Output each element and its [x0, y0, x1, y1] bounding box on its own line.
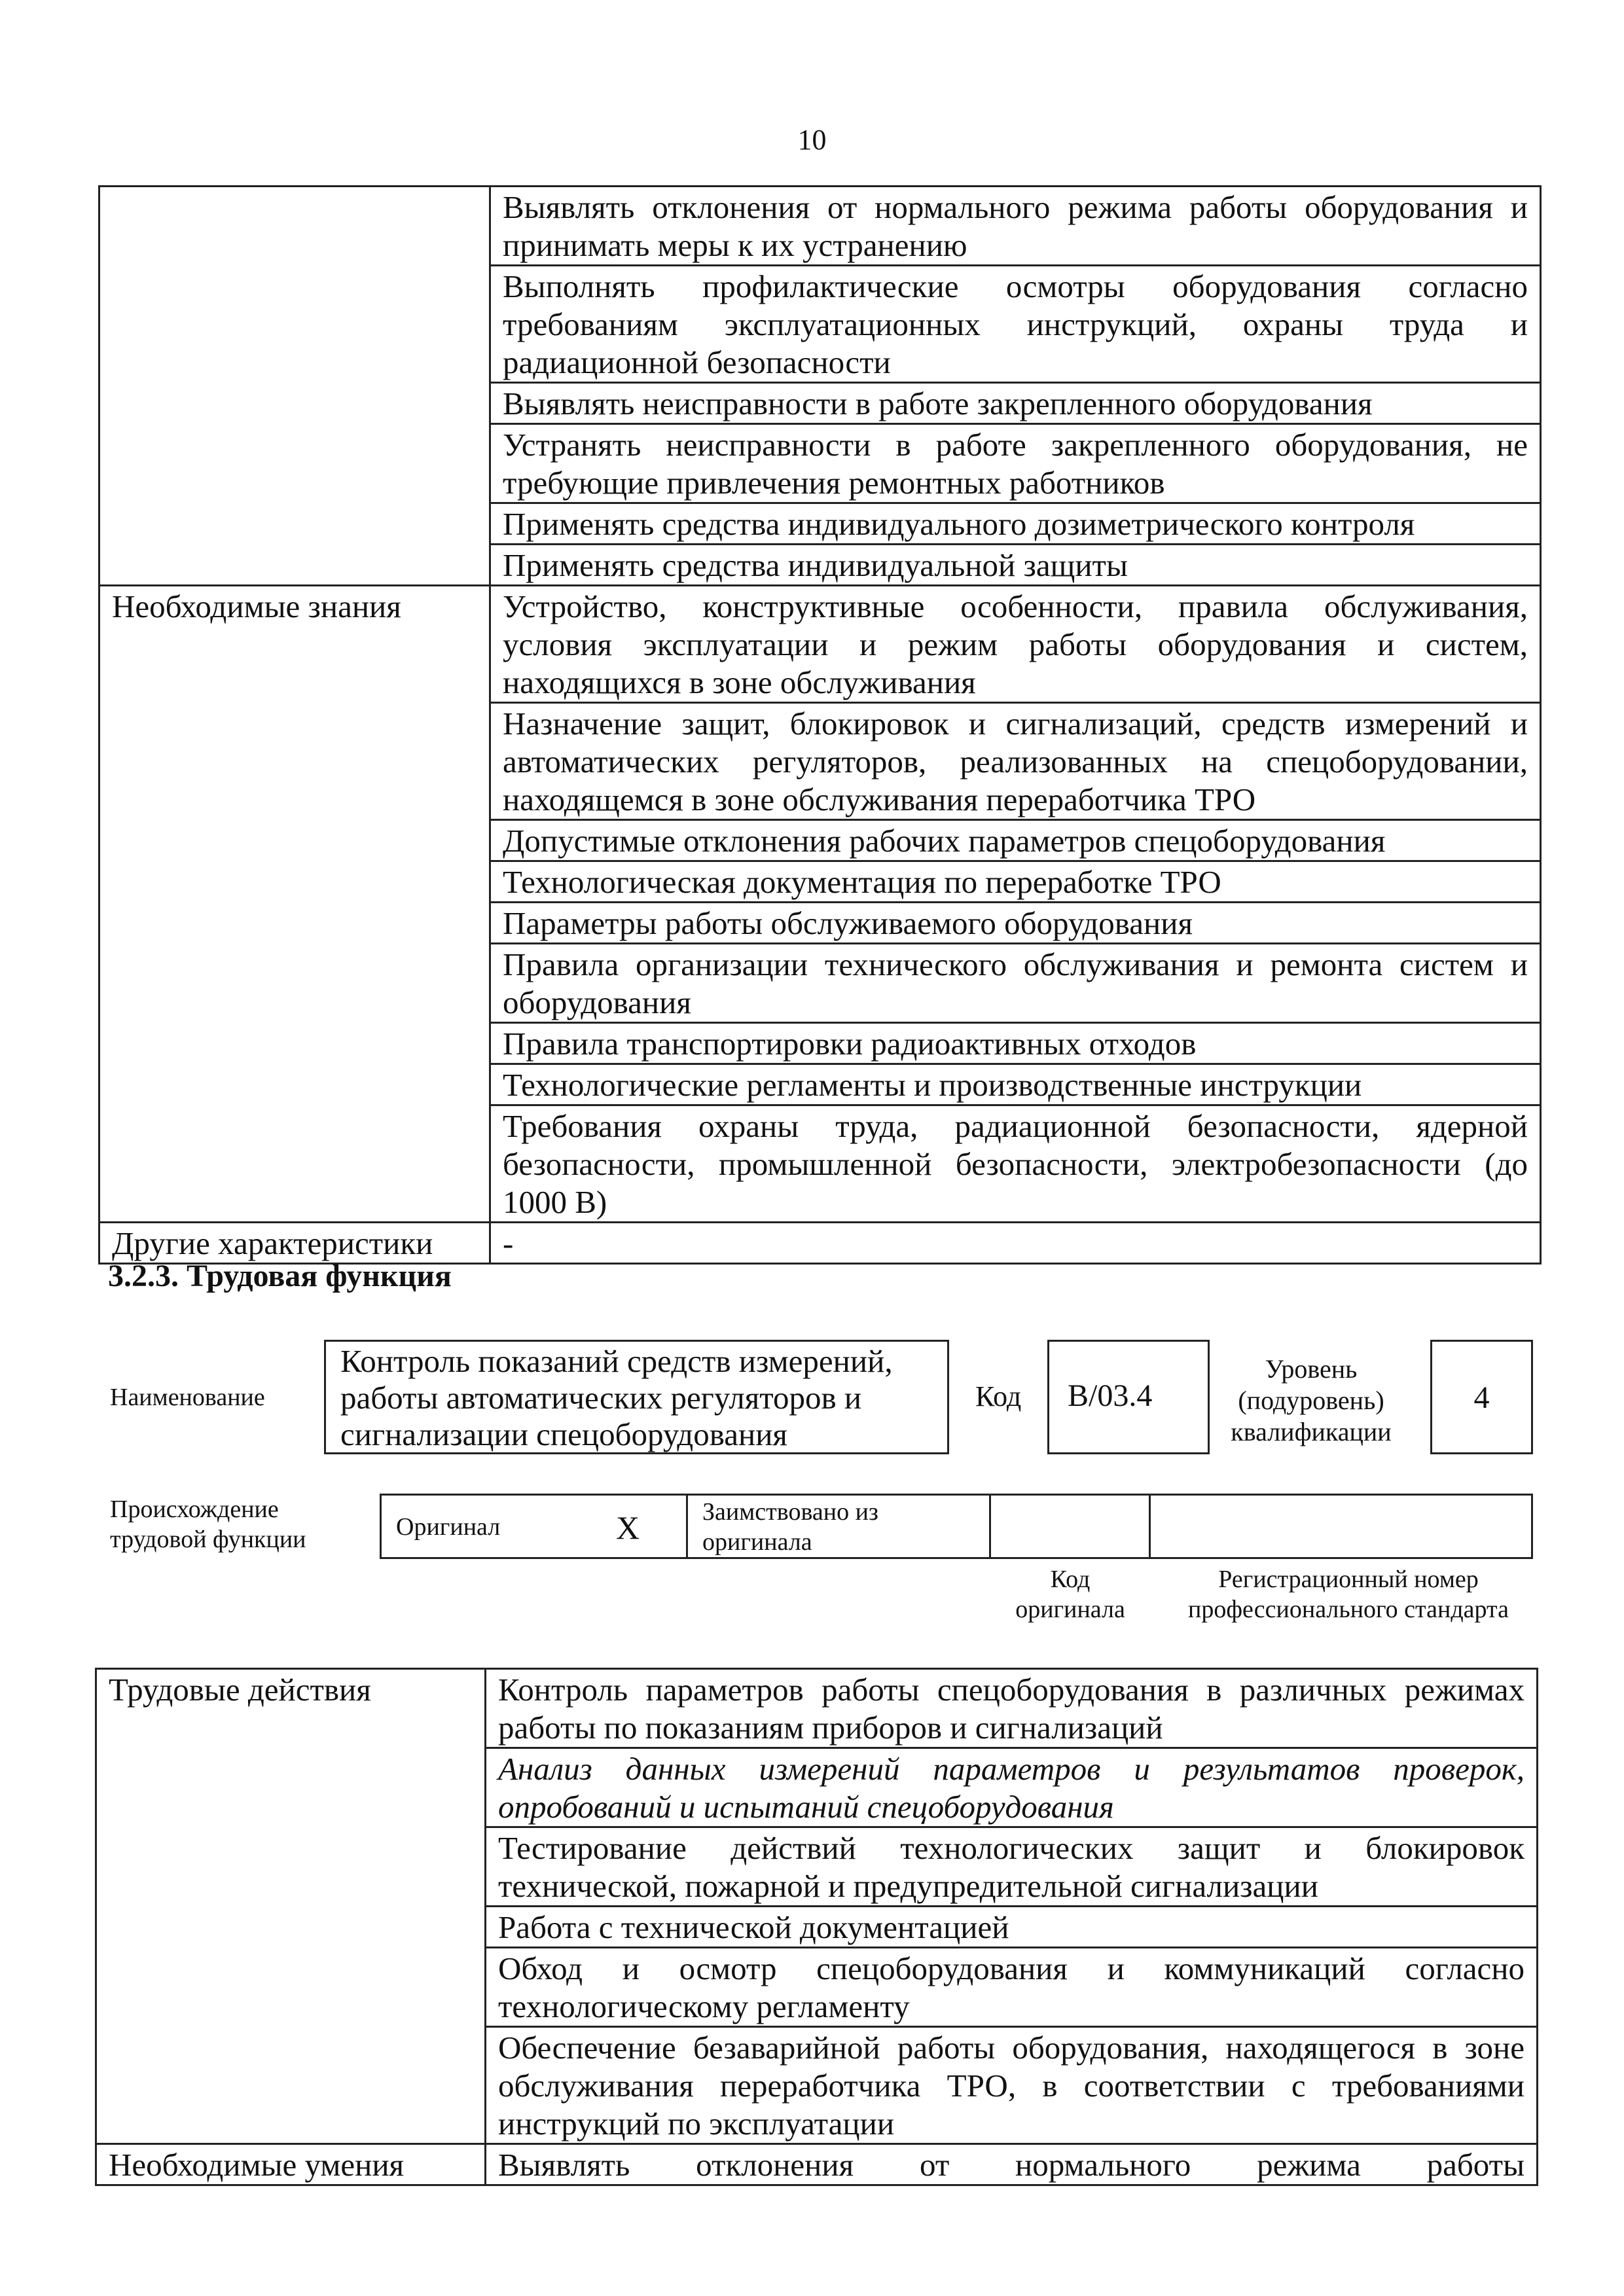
origin-table: [380, 1494, 1533, 1559]
row-label-labor-actions: Трудовые действия: [96, 1669, 486, 2144]
code-original-caption: Код оригинала: [1015, 1566, 1125, 1623]
level-box: [1430, 1340, 1533, 1454]
labor-actions-table: [95, 1668, 1538, 2186]
table-row: [99, 187, 1541, 266]
table-row: [96, 1669, 1538, 1748]
table-cell: Технологическая документация по переработке ТРО: [490, 861, 1541, 903]
code-box: [1047, 1340, 1210, 1454]
code-label: Код: [975, 1380, 1022, 1412]
registration-number-caption: Регистрационный номер профессионального стандарта: [1188, 1566, 1509, 1623]
level-label: Уровень (подуровень) квалификации: [1231, 1354, 1392, 1446]
section-heading: 3.2.3. Трудовая функция: [108, 1259, 452, 1293]
page-number: 10: [797, 124, 827, 156]
row-label-knowledge: Необходимые знания: [99, 586, 490, 1223]
table-cell: Выявлять отклонения от нормального режима работы: [486, 2144, 1538, 2185]
function-name-value: Контроль показаний средств измерений, работы автоматических регуляторов и сигнализации спецоборудования: [340, 1343, 893, 1452]
table-cell: Анализ данных измерений параметров и результатов проверок, опробований и испытаний спецоборудования: [486, 1748, 1538, 1827]
table-cell: Устройство, конструктивные особенности, правила обслуживания, условия эксплуатации и режим работы оборудования и систем, находящихся в зоне обслуживания: [490, 586, 1541, 703]
table-cell: Контроль параметров работы спецоборудования в различных режимах работы по показаниям приборов и сигнализаций: [486, 1669, 1538, 1748]
origin-original-label: Оригинал: [396, 1513, 501, 1541]
function-name-box: [324, 1340, 949, 1454]
table-row: [96, 2144, 1538, 2185]
table-cell: Технологические регламенты и производственные инструкции: [490, 1064, 1541, 1105]
table-cell: Выявлять отклонения от нормального режима работы оборудования и принимать меры к их устранению: [490, 187, 1541, 266]
origin-mark: X: [616, 1509, 640, 1546]
divider: [686, 1496, 688, 1557]
table-cell: Выполнять профилактические осмотры оборудования согласно требованиям эксплуатационных инструкций, охраны труда и радиационной безопасности: [490, 266, 1541, 383]
divider: [989, 1496, 991, 1557]
table-cell: Применять средства индивидуального дозиметрического контроля: [490, 503, 1541, 545]
table-cell: Обход и осмотр спецоборудования и коммуникаций согласно технологическому регламенту: [486, 1948, 1538, 2027]
table-row: [99, 586, 1541, 703]
row-label-skills-continued: [99, 187, 490, 586]
origin-label: Происхождение трудовой функции: [110, 1496, 306, 1553]
table-cell: Работа с технической документацией: [486, 1907, 1538, 1948]
table-cell: Правила организации технического обслуживания и ремонта систем и оборудования: [490, 944, 1541, 1023]
table-cell: Допустимые отклонения рабочих параметров спецоборудования: [490, 820, 1541, 861]
table-cell: Устранять неисправности в работе закрепленного оборудования, не требующие привлечения ремонтных работников: [490, 424, 1541, 503]
name-label: Наименование: [110, 1384, 265, 1411]
table-cell: Обеспечение безаварийной работы оборудования, находящегося в зоне обслуживания переработчика ТРО, в соответствии с требованиями инструкций по эксплуатации: [486, 2027, 1538, 2144]
table-cell: Параметры работы обслуживаемого оборудования: [490, 903, 1541, 944]
table-cell: -: [490, 1223, 1541, 1264]
table-cell: Тестирование действий технологических защит и блокировок технической, пожарной и предупредительной сигнализации: [486, 1827, 1538, 1907]
skills-knowledge-table: [98, 185, 1542, 1265]
table-cell: Применять средства индивидуальной защиты: [490, 545, 1541, 586]
divider: [1149, 1496, 1151, 1557]
table-cell: Требования охраны труда, радиационной безопасности, ядерной безопасности, промышленной безопасности, электробезопасности (до 1000 В): [490, 1105, 1541, 1223]
row-label-skills: Необходимые умения: [96, 2144, 486, 2185]
level-value: 4: [1473, 1380, 1490, 1415]
row-label-other: Другие характеристики: [99, 1223, 490, 1264]
table-cell: Выявлять неисправности в работе закрепленного оборудования: [490, 383, 1541, 424]
table-cell: Назначение защит, блокировок и сигнализаций, средств измерений и автоматических регуляторов, реализованных на спецоборудовании, находящемся в зоне обслуживания переработчика ТРО: [490, 703, 1541, 820]
code-value: B/03.4: [1068, 1378, 1153, 1413]
table-cell: Правила транспортировки радиоактивных отходов: [490, 1023, 1541, 1064]
origin-borrowed-label: Заимствовано из оригинала: [702, 1498, 878, 1556]
